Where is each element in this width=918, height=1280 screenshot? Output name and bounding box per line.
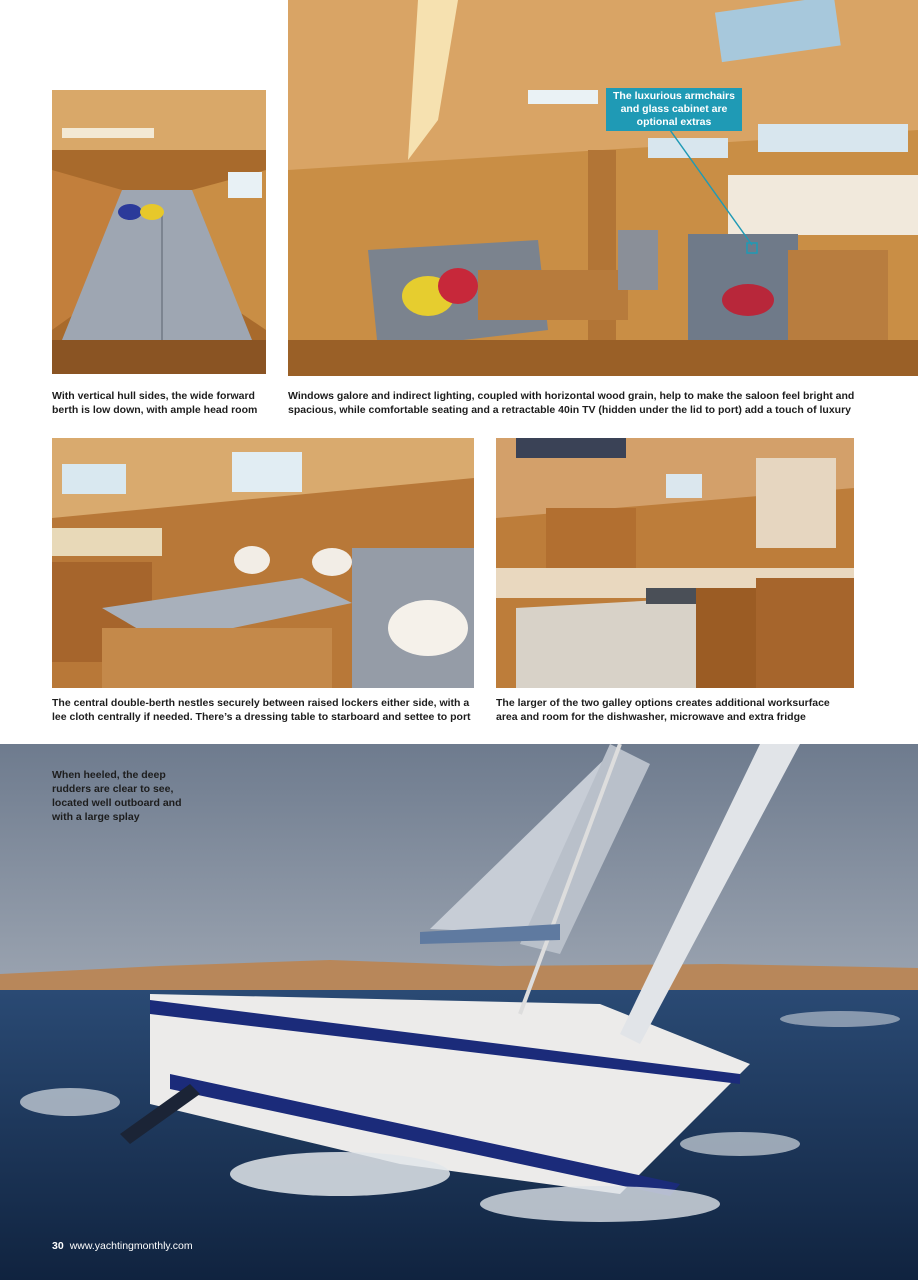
sailing-caption: When heeled, the deep rudders are clear to see, located well outboard and with a large splay xyxy=(52,769,182,823)
website-url[interactable]: www.yachtingmonthly.com xyxy=(69,1240,193,1252)
page-folio xyxy=(52,1240,193,1252)
galley-caption: The larger of the two galley options creates additional worksurface area and room for the dishwasher, microwave and extra fridge xyxy=(496,697,830,723)
forward-berth-photo xyxy=(52,90,266,374)
double-berth-photo xyxy=(52,438,474,688)
saloon-photo xyxy=(288,0,918,376)
callout-label: The luxurious armchairs and glass cabinet are optional extras xyxy=(606,88,742,131)
forward-berth-caption: With vertical hull sides, the wide forward berth is low down, with ample head room xyxy=(52,390,258,416)
saloon-caption: Windows galore and indirect lighting, coupled with horizontal wood grain, help to make the saloon feel bright and spacious, while comfortable seating and a retractable 40in TV (hidden under the lid to port) add a touch of luxury xyxy=(288,390,855,416)
double-berth-caption: The central double-berth nestles securely between raised lockers either side, with a lee cloth centrally if needed. There’s a dressing table to starboard and settee to port xyxy=(52,697,471,723)
sailing-photo xyxy=(0,744,918,1280)
page-number: 30 xyxy=(52,1240,64,1252)
galley-photo xyxy=(496,438,854,688)
